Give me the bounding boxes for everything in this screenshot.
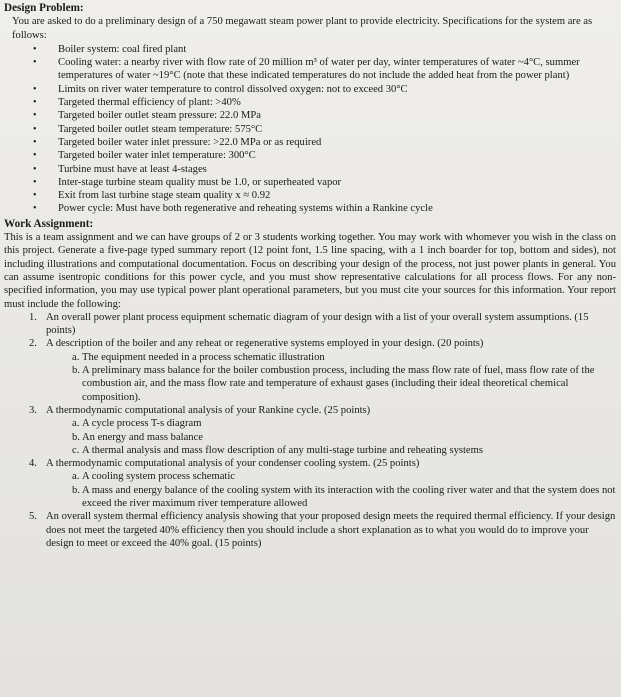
document-body <box>4 2 616 550</box>
spec-item: • Targeted thermal efficiency of plant: >40% <box>33 97 241 109</box>
spec-item: • Targeted boiler outlet steam pressure: 22.0 MPa <box>33 110 261 122</box>
task-text: An overall system thermal efficiency analysis showing that your proposed design meets the required thermal efficiency. If your design does not meet the targeted 40% efficiency then you should include a short explanation as to what you would do to improve your design to meet or exceed the 40% goal. (15 points) <box>46 511 616 549</box>
spec-item: • Targeted boiler water inlet pressure: >22.0 MPa or as required <box>33 136 322 148</box>
bullet-icon: • <box>33 110 37 122</box>
subtask-letter: b. <box>72 365 80 377</box>
bullet-icon: • <box>33 163 37 175</box>
subtask-item <box>46 470 616 483</box>
task-item <box>4 337 616 403</box>
task-text: A thermodynamic computational analysis of your Rankine cycle. (25 points) <box>46 404 371 416</box>
bullet-icon: • <box>33 123 37 135</box>
intro-paragraph: You are asked to do a preliminary design of a 750 megawatt steam power plant to provide electricity. Specifications for the system are as follows: <box>12 16 593 41</box>
spec-list <box>4 43 616 216</box>
task-text: A description of the boiler and any reheat or regenerative systems employed in your design. (20 points) <box>46 338 484 350</box>
subtask-list <box>46 351 616 404</box>
task-number: 3. <box>29 404 37 416</box>
spec-item: • Targeted boiler outlet steam temperature: 575°C <box>33 123 263 135</box>
bullet-icon: • <box>33 136 37 148</box>
subtask-item <box>46 417 616 430</box>
subtask-text: A mass and energy balance of the cooling system with its interaction with the cooling river water and that the system does not exceed the river maximum river temperature allowed <box>82 484 616 509</box>
subtask-text: A thermal analysis and mass flow description of any multi-stage turbine and reheating systems <box>82 444 483 456</box>
subtask-letter: a. <box>72 418 80 430</box>
task-text: A thermodynamic computational analysis of your condenser cooling system. (25 points) <box>46 458 420 470</box>
subtask-text: The equipment needed in a process schematic illustration <box>82 351 325 363</box>
spec-item: • Inter-stage turbine steam quality must be 1.0, or superheated vapor <box>33 176 342 188</box>
subtask-item <box>46 444 616 457</box>
subtask-item <box>46 364 616 404</box>
task-number: 1. <box>29 311 37 323</box>
spec-item: • Turbine must have at least 4-stages <box>33 163 207 175</box>
task-number: 2. <box>29 338 37 350</box>
task-item <box>4 510 616 550</box>
subtask-list <box>46 470 616 510</box>
bullet-icon: • <box>33 150 37 162</box>
work-assignment-heading: Work Assignment: <box>4 217 94 230</box>
task-number: 5. <box>29 511 37 523</box>
task-item <box>4 311 616 338</box>
task-number: 4. <box>29 458 37 470</box>
subtask-item <box>46 351 616 364</box>
subtask-text: A preliminary mass balance for the boiler combustion process, including the mass flow rate of fuel, mass flow rate of the combustion air, and the mass flow rate and temperature of exhaust gases (including their ideal theoretical chemical composition). <box>82 365 595 403</box>
subtask-item <box>46 484 616 511</box>
spec-item: • Boiler system: coal fired plant <box>33 43 187 55</box>
spec-item: • Targeted boiler water inlet temperature: 300°C <box>33 150 256 162</box>
subtask-text: A cycle process T-s diagram <box>82 418 202 430</box>
bullet-icon: • <box>33 203 37 215</box>
subtask-letter: a. <box>72 471 80 483</box>
bullet-icon: • <box>33 176 37 188</box>
work-assignment-paragraph: This is a team assignment and we can have groups of 2 or 3 students working together. You may work with whomever you wish in the class on this project. Generate a five-page typed summary report (12 point font, 1.5 line spacing, with a 1 inch boarder for top, bottom and sides), not including illustrations and computational documentation. Focus on describing your design of the process, not just power plants in general. You can assume isentropic conditions for this power cycle, and you must show representative calculations for all process flows. For any non-specified information, you may use typical power plant operational parameters, but you must cite your sources for this information. Your report must include the following: <box>4 232 616 310</box>
task-list <box>4 311 616 550</box>
bullet-icon: • <box>33 43 37 55</box>
subtask-text: An energy and mass balance <box>82 431 204 443</box>
task-item <box>4 457 616 510</box>
bullet-icon: • <box>33 57 37 69</box>
bullet-icon: • <box>33 97 37 109</box>
spec-item: • Exit from last turbine stage steam quality x ≈ 0.92 <box>33 190 271 202</box>
spec-item: • Limits on river water temperature to control dissolved oxygen: not to exceed 30°C <box>33 83 408 95</box>
spec-item: • Power cycle: Must have both regenerative and reheating systems within a Rankine cycle <box>33 203 433 215</box>
design-problem-heading: Design Problem: <box>4 2 84 14</box>
subtask-text: A cooling system process schematic <box>82 471 235 483</box>
subtask-list <box>46 417 616 457</box>
subtask-item <box>46 431 616 444</box>
bullet-icon: • <box>33 83 37 95</box>
subtask-letter: b. <box>72 484 80 496</box>
subtask-letter: c. <box>72 444 80 456</box>
bullet-icon: • <box>33 190 37 202</box>
subtask-letter: a. <box>72 351 80 363</box>
spec-item: • Cooling water: a nearby river with flow rate of 20 million m³ of water per day, winter temperatures of water ~4°C, summer temperatures of water ~19°C (note that these indicated temperatures do not include the added heat from the power plant) <box>33 57 580 82</box>
task-text: An overall power plant process equipment schematic diagram of your design with a list of your overall system assumptions. (15 points) <box>46 311 589 337</box>
task-item <box>4 404 616 457</box>
subtask-letter: b. <box>72 431 80 443</box>
